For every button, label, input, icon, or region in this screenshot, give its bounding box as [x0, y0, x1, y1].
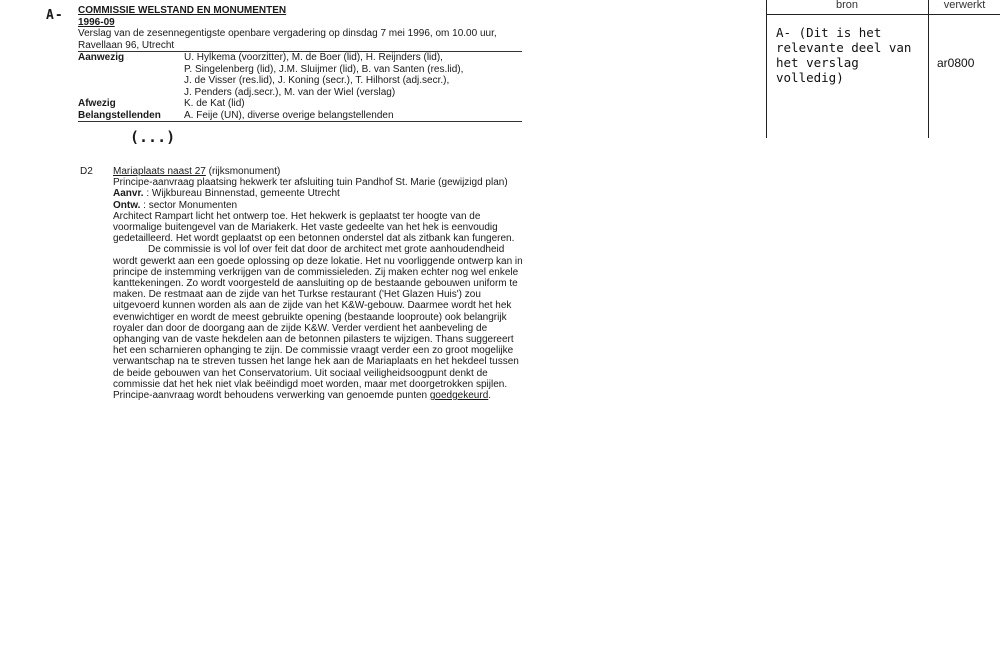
interested-list: A. Feije (UN), diverse overige belangstellenden [184, 109, 394, 121]
item-address: Mariaplaats naast 27 [113, 166, 206, 177]
archive-code: ar0800 [937, 56, 975, 70]
table-header-rule [766, 14, 1000, 15]
conclusion-text: Principe-aanvraag wordt behoudens verwerking van genoemde punten [113, 390, 430, 402]
agenda-item [113, 166, 523, 401]
report-line: Verslag van de zesennegentigste openbare vergadering op dinsdag 7 mei 1996, om 10.00 uur, [78, 28, 497, 39]
item-request: Principe-aanvraag plaatsing hekwerk ter afsluiting tuin Pandhof St. Marie (gewijzigd plan) [113, 177, 508, 189]
source-note: A- (Dit is het relevante deel van het verslag volledig) [776, 25, 912, 85]
item-status: (rijksmonument) [205, 166, 281, 177]
report-header [78, 5, 522, 122]
interested-label: Belangstellenden [78, 109, 161, 121]
table-left-border [766, 0, 767, 138]
item-heading [113, 166, 523, 177]
item-code: D2 [80, 166, 93, 177]
present-line: J. Penders (adj.secr.), M. van der Wiel (verslag) [184, 86, 396, 98]
col-header-processed: verwerkt [943, 0, 986, 11]
present-line: U. Hylkema (voorzitter), M. de Boer (lid), H. Reijnders (lid), [184, 52, 443, 63]
omission-marker: (...) [130, 128, 176, 146]
applicant-row [113, 188, 523, 199]
item-assessment: De commissie is vol lof over feit dat door de architect met grote aanhoudendheid wordt gewerkt aan een goede oplossing op deze lokatie. Het nu voorliggende ontwerp kan in principe de instemming verkrijgen van de commissieleden. Zij maken echter nog wel enkele kanttekeningen. Zo wordt voorgesteld de aansluiting op de bestaande gebouwen uniform te maken. De restmaat aan de zijde van het Turkse restaurant ('Het Glazen Huis') zou uitgevoerd kunnen worden als aan de zijde van het K&W-gebouw. Daarmee wordt het hek evenwichtiger en wordt de meest gebruikte opening (bestaande looproute) ook belangrijk royaler dan door de doorgang aan de zijde K&W. Verder verdient het aanbeveling de ophanging van de vaste hekdelen aan de betonnen pilasters te wijzigen. Thans suggereert het een scharnieren ophanging te zijn. De commissie vraagt verder een zo groot mogelijke verwantschap na te streven tussen het lange hek aan de Mariaplaats en het hekdeel tussen de beide gebouwen van het Conservatorium. Uit sociaal veiligheidsoogpunt denkt de commissie dat het hek niet vlak beëindigd moet worden, maar met doorgetrokken spijlen. [113, 244, 523, 390]
report-year: 1996-09 [78, 16, 115, 28]
present-row [78, 52, 522, 98]
designer-value: : sector Monumenten [140, 199, 238, 211]
designer-row [113, 200, 523, 211]
committee-title: COMMISSIE WELSTAND EN MONUMENTEN [78, 5, 287, 16]
applicant-value: : Wijkbureau Binnenstad, gemeente Utrecht [143, 188, 340, 200]
col-header-source: bron [835, 0, 859, 11]
absent-row [78, 98, 522, 110]
designer-label: Ontw. [113, 199, 141, 211]
absent-list: K. de Kat (lid) [184, 98, 245, 109]
item-description: Architect Rampart licht het ontwerp toe. Het hekwerk is geplaatst ter hoogte van de voormalige buitengevel van de Mariakerk. Het vaste gedeelte van het hek is eenvoudig gedetailleerd. Het wordt geplaatst op een betonnen onderstel dat als zitbank kan fungeren. [113, 210, 515, 245]
applicant-label: Aanvr. [113, 188, 144, 200]
verdict: goedgekeurd [429, 390, 489, 402]
section-marker: A- [46, 8, 64, 23]
report-address: Ravellaan 96, Utrecht [78, 39, 175, 51]
item-conclusion [113, 390, 523, 401]
absent-label: Afwezig [78, 98, 116, 109]
present-line: P. Singelenberg (lid), J.M. Sluijmer (lid), B. van Santen (res.lid), [184, 63, 464, 75]
source-table [766, 0, 1000, 138]
conclusion-period: . [488, 390, 492, 402]
present-list [184, 52, 522, 98]
present-line: J. de Visser (res.lid), J. Koning (secr.), T. Hilhorst (adj.secr.), [184, 75, 450, 86]
table-column-divider [928, 0, 929, 138]
footer-rule [78, 121, 522, 122]
present-label: Aanwezig [78, 52, 125, 63]
interested-row [78, 110, 522, 122]
